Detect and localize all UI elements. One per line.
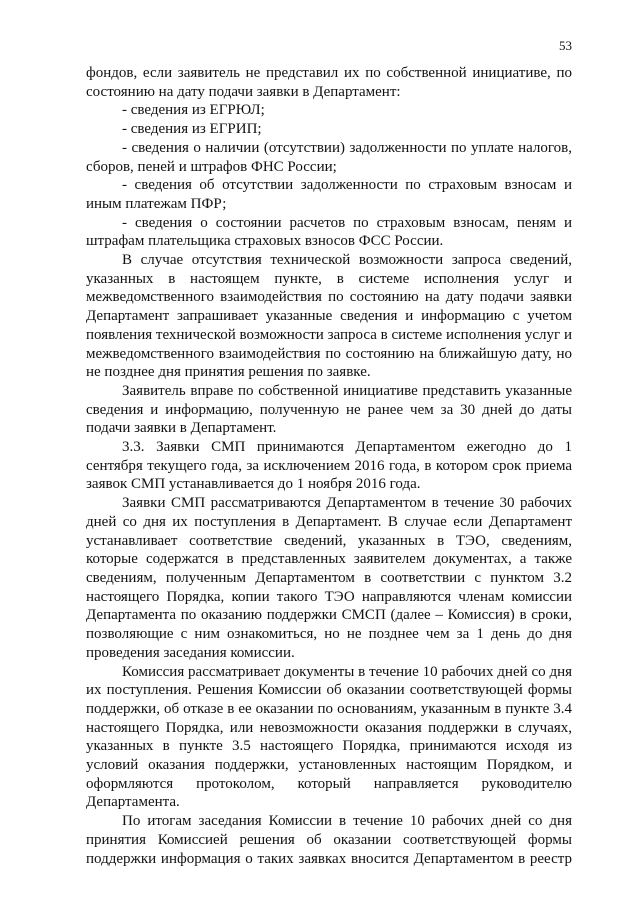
document-body xyxy=(86,64,572,868)
list-item: - сведения о состоянии расчетов по страховым взносам, пеням и штрафам плательщика страховых взносов ФСС России. xyxy=(86,214,572,250)
paragraph: Заявитель вправе по собственной инициативе представить указанные сведения и информацию, полученную не ранее чем за 30 дней до даты подачи заявки в Департамент. xyxy=(86,382,572,437)
paragraph: В случае отсутствия технической возможности запроса сведений, указанных в настоящем пункте, в системе исполнения услуг и межведомственного взаимодействия по состоянию на дату подачи заявки Департамент запрашивает указанные сведения и информацию с учетом появления технической возможности запроса в системе исполнения услуг и межведомственного взаимодействия по состоянию на ближайшую дату, но не позднее дня принятия решения по заявке. xyxy=(86,252,572,381)
list-item: - сведения о наличии (отсутствии) задолженности по уплате налогов, сборов, пеней и штрафов ФНС России; xyxy=(86,139,572,175)
list-item: - сведения из ЕГРИП; xyxy=(122,121,262,138)
paragraph: Заявки СМП рассматриваются Департаментом в течение 30 рабочих дней со дня их поступления в Департамент. В случае если Департамент устанавливает соответствие сведений, указанных в ТЭО, сведениям, которые содержатся в представленных заявителем документах, а также сведениям, полученным Департаментом в соответствии с пунктом 3.2 настоящего Порядка, копии такого ТЭО направляются членам комиссии Департамента по оказанию поддержки СМСП (далее – Комиссия) в сроки, позволяющие с ним ознакомиться, но не позднее чем за 1 день до дня проведения заседания комиссии. xyxy=(86,495,572,661)
paragraph: 3.3. Заявки СМП принимаются Департаментом ежегодно до 1 сентября текущего года, за исключением 2016 года, в котором срок приема заявок СМП устанавливается до 1 ноября 2016 года. xyxy=(86,439,572,493)
list-item: - сведения об отсутствии задолженности по страховым взносам и иным платежам ПФР; xyxy=(86,177,572,212)
page-number: 53 xyxy=(559,38,572,53)
paragraph: фондов, если заявитель не представил их по собственной инициативе, по состоянию на дату подачи заявки в Департамент: xyxy=(86,65,572,100)
paragraph: По итогам заседания Комиссии в течение 10 рабочих дней со дня принятия Комиссией решения об оказании соответствующей формы поддержки информация о таких заявках вносится Департаментом в реестр xyxy=(86,813,572,867)
list-item: - сведения из ЕГРЮЛ; xyxy=(122,102,265,119)
paragraph: Комиссия рассматривает документы в течение 10 рабочих дней со дня их поступления. Решения Комиссии об оказании соответствующей формы поддержки, об отказе в ее оказании по основаниям, указанным в пункте 3.4 настоящего Порядка, или невозможности оказания поддержки в случаях, указанных в пункте 3.5 настоящего Порядка, принимаются исходя из условий оказания поддержки, установленных настоящим Порядком, и оформляются протоколом, который направляется руководителю Департамента. xyxy=(86,663,572,811)
